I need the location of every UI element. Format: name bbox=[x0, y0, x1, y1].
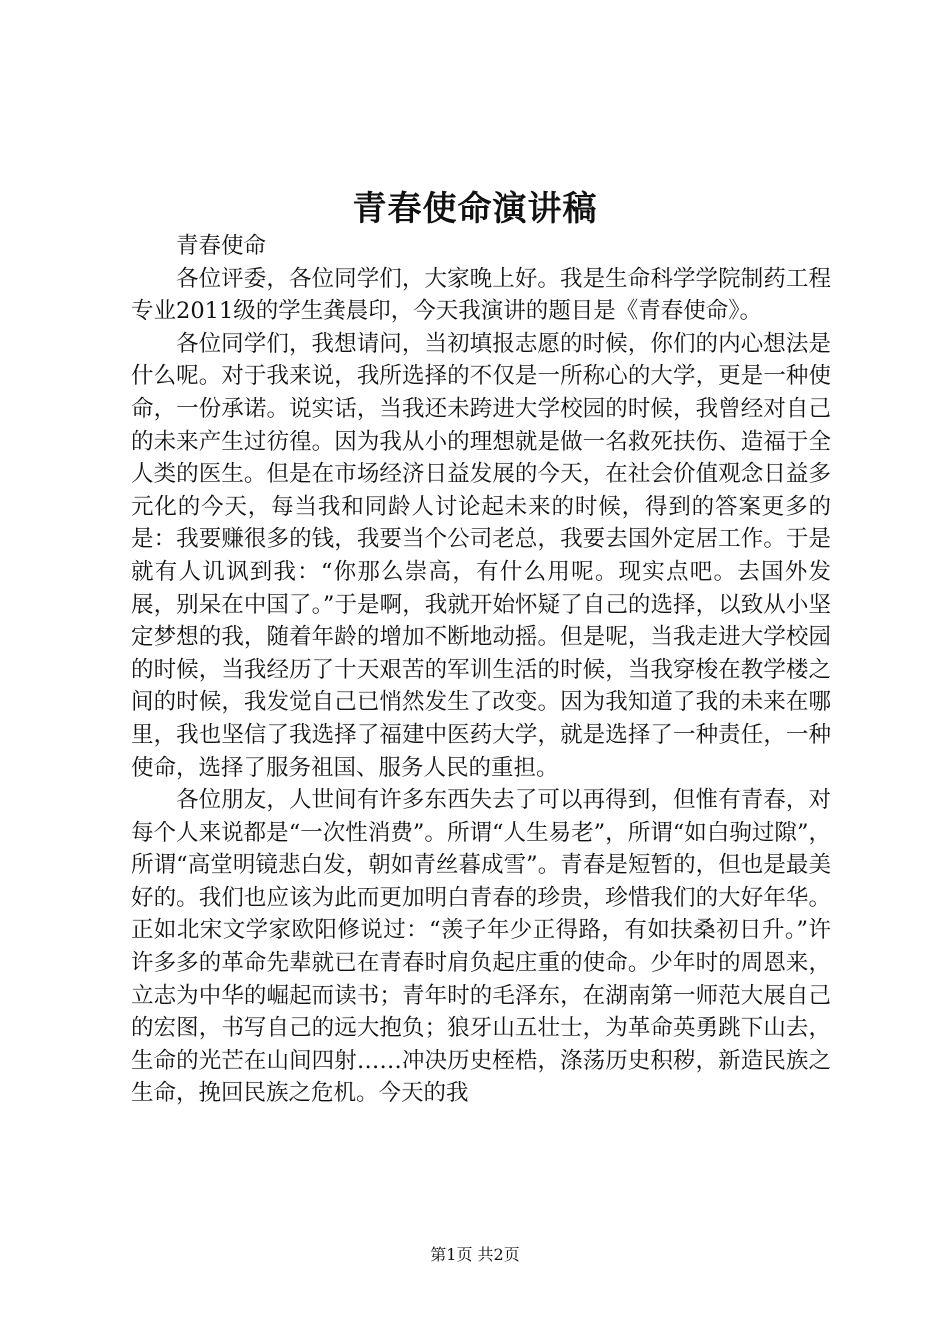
paragraph: 各位朋友，人世间有许多东西失去了可以再得到，但惟有青春，对每个人来说都是“一次性消费”。所谓“人生易老”，所谓“如白驹过隙”，所谓“高堂明镜悲白发，朝如青丝暮成雪”。青春是短暂的，但也是最美好的。我们也应该为此而更加明白青春的珍贵，珍惜我们的大好年华。正如北宋文学家欧阳修说过：“羡子年少正得路，有如扶桑初日升。”许许多多的革命先辈就已在青春时肩负起庄重的使命。少年时的周恩来，立志为中华的崛起而读书；青年时的毛泽东，在湖南第一师范大展自己的宏图，书写自己的远大抱负；狼牙山五壮士，为革命英勇跳下山去，生命的光芒在山间四射……冲决历史桎梏，涤荡历史积秽，新造民族之生命，挽回民族之危机。今天的我 bbox=[131, 787, 831, 1107]
paragraph-subtitle: 青春使命 bbox=[176, 233, 267, 259]
paragraph: 各位同学们，我想请问，当初填报志愿的时候，你们的内心想法是什么呢。对于我来说，我所选择的不仅是一所称心的大学，更是一种使命，一份承诺。说实话，当我还未跨进大学校园的时候，我曾经对自己的未来产生过彷徨。因为我从小的理想就是做一名救死扶伤、造福于全人类的医生。但是在市场经济日益发展的今天，在社会价值观念日益多元化的今天，每当我和同龄人讨论起未来的时候，得到的答案更多的是：我要赚很多的钱，我要当个公司老总，我要去国外定居工作。于是就有人讥讽到我：“你那么崇高，有什么用呢。现实点吧。去国外发展，别呆在中国了。”于是啊，我就开始怀疑了自己的选择，以致从小坚定梦想的我，随着年龄的增加不断地动摇。但是呢，当我走进大学校园的时候，当我经历了十天艰苦的军训生活的时候，当我穿梭在教学楼之间的时候，我发觉自己已悄然发生了改变。因为我知道了我的未来在哪里，我也坚信了我选择了福建中医药大学，就是选择了一种责任，一种使命，选择了服务祖国、服务人民的重担。 bbox=[131, 330, 831, 781]
page-number-footer: 第1页 共2页 bbox=[430, 1245, 520, 1264]
page-title: 青春使命演讲稿 bbox=[352, 189, 598, 229]
paragraph: 各位评委，各位同学们，大家晚上好。我是生命科学学院制药工程专业2011级的学生龚晨印，今天我演讲的题目是《青春使命》。 bbox=[131, 265, 831, 325]
document-body bbox=[131, 230, 831, 1110]
